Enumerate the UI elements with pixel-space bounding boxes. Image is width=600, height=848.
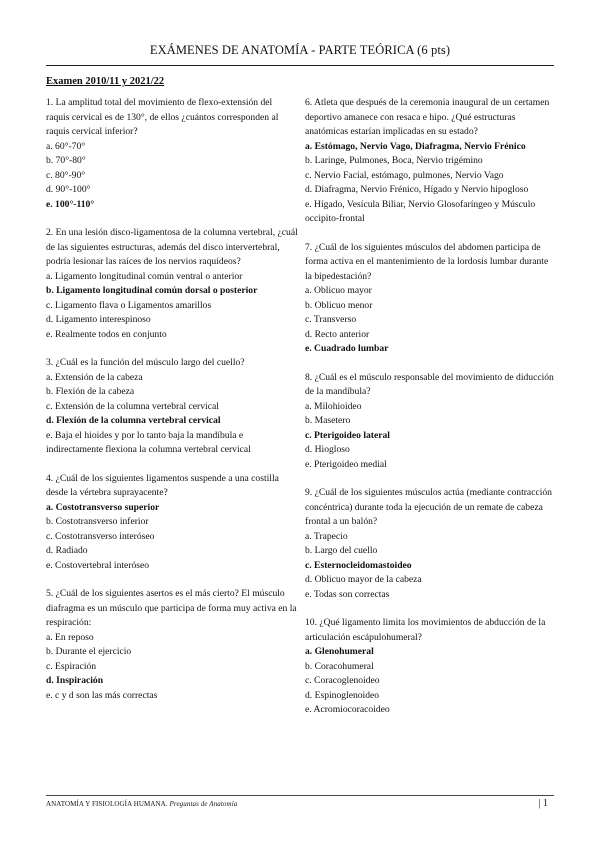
answer-option: a. Extensión de la cabeza <box>46 371 143 383</box>
answer-option: c. Extensión de la columna vertebral cervical <box>46 400 219 412</box>
answer-option: a. Oblicuo mayor <box>305 285 372 296</box>
answer-option: b. Durante el ejercicio <box>46 646 132 657</box>
answer-option-correct: a. Estómago, Nervio Vago, Diafragma, Nervio Frénico <box>305 140 526 152</box>
answer-option: a. Ligamento longitudinal común ventral o anterior <box>46 270 243 282</box>
answer-option-correct: d. Flexión de la columna vertebral cervical <box>46 415 221 426</box>
question-text: 3. ¿Cuál es la función del músculo largo del cuello? <box>46 357 245 368</box>
right-column <box>305 96 557 732</box>
question-text: 9. ¿Cuál de los siguientes músculos actúa (mediante contracción concéntrica) durante toda la ejecución de un remate de cabeza frontal a un balón? <box>305 487 552 527</box>
footer-divider <box>46 795 554 796</box>
question-block <box>46 587 298 703</box>
answer-option: d. Ligamento interespinoso <box>46 314 151 325</box>
answer-option: e. Costovertebral interóseo <box>46 559 150 571</box>
answer-option: d. Hiogloso <box>305 444 350 455</box>
answer-option: e. Todas son correctas <box>305 588 390 600</box>
answer-option: e. c y d son las más correctas <box>46 689 158 701</box>
answer-option: e. Acromiocoracoideo <box>305 704 390 715</box>
question-text: 8. ¿Cuál es el músculo responsable del movimiento de diducción de la mandíbula? <box>305 371 554 397</box>
question-block <box>46 472 298 574</box>
footer-course: ANATOMÍA Y FISIOLOGÍA HUMANA. <box>46 800 168 808</box>
answer-option-correct: a. Costotransverso superior <box>46 501 160 513</box>
answer-option-correct: a. Glenohumeral <box>305 646 374 657</box>
question-block <box>46 356 298 458</box>
answer-option: d. Diafragma, Nervio Frénico, Hígado y Nervio hipogloso <box>305 184 529 195</box>
question-text: 1. La amplitud total del movimiento de flexo-extensión del raquis cervical es de 130°, de ellos ¿cuántos corresponden al raquis cervical inferior? <box>46 97 279 137</box>
answer-option: b. Costotransverso inferior <box>46 516 149 527</box>
question-block <box>305 241 557 357</box>
answer-option: b. 70°-80° <box>46 155 86 166</box>
question-block <box>305 96 557 227</box>
answer-option: c. Coracoglenoideo <box>305 675 380 686</box>
answer-option: c. Costotransverso interóseo <box>46 530 155 542</box>
answer-option: b. Masetero <box>305 415 351 426</box>
answer-option: b. Coracohumeral <box>305 660 374 672</box>
answer-option: b. Laringe, Pulmones, Boca, Nervio trigémino <box>305 155 483 166</box>
answer-option-correct: e. Cuadrado lumbar <box>305 343 389 354</box>
answer-option: e. Pterigoideo medial <box>305 458 387 470</box>
exam-header: Examen 2010/11 y 2021/22 <box>46 76 165 87</box>
question-text: 10. ¿Qué ligamento limita los movimientos de abducción de la articulación escápulohumeral? <box>305 617 546 643</box>
answer-option: b. Flexión de la cabeza <box>46 386 135 397</box>
left-column <box>46 96 298 717</box>
answer-option-correct: c. Esternocleidomastoideo <box>305 559 412 571</box>
footer-label <box>46 800 237 808</box>
answer-option: c. Nervio Facial, estómago, pulmones, Nervio Vago <box>305 169 504 181</box>
answer-option: c. Transverso <box>305 314 357 325</box>
answer-option-correct: e. 100°-110° <box>46 198 95 210</box>
answer-option: d. Radiado <box>46 545 88 556</box>
question-text: 5. ¿Cuál de los siguientes asertos es el más cierto? El músculo diafragma es un músculo que participa de forma muy activa en la respiración: <box>46 588 297 628</box>
footer-subtitle: Preguntas de Anatomía <box>169 800 238 808</box>
answer-option: e. Realmente todos en conjunto <box>46 328 167 340</box>
answer-option: c. 80°-90° <box>46 169 86 181</box>
page-number: | 1 <box>538 798 548 809</box>
answer-option: e. Hígado, Vesícula Biliar, Nervio Glosofaríngeo y Músculo occipito-frontal <box>305 198 536 224</box>
answer-option: a. Trapecio <box>305 530 348 542</box>
answer-option: a. En reposo <box>46 631 94 643</box>
question-block <box>305 486 557 602</box>
title-divider <box>46 65 554 66</box>
question-text: 4. ¿Cuál de los siguientes ligamentos suspende a una costilla desde la vértebra suprayacente? <box>46 472 279 498</box>
answer-option: d. Oblicuo mayor de la cabeza <box>305 574 422 585</box>
question-block <box>305 371 557 473</box>
question-text: 7. ¿Cuál de los siguientes músculos del abdomen participa de forma activa en el mantenimiento de la lordosis lumbar durante la bipedestación? <box>305 241 549 282</box>
answer-option: d. Recto anterior <box>305 328 370 340</box>
answer-option: d. 90°-100° <box>46 184 91 195</box>
answer-option-correct: b. Ligamento longitudinal común dorsal o posterior <box>46 285 258 296</box>
answer-option: a. Milohioideo <box>305 400 362 412</box>
answer-option-correct: d. Inspiración <box>46 675 104 686</box>
answer-option: b. Oblicuo menor <box>305 299 373 311</box>
answer-option: d. Espinoglenoideo <box>305 689 380 701</box>
answer-option: e. Baja el hioides y por lo tanto baja la mandíbula e indirectamente flexiona la columna vertebral cervical <box>46 429 251 455</box>
question-block <box>46 96 298 212</box>
question-text: 2. En una lesión disco-ligamentosa de la columna vertebral, ¿cuál de las siguientes estructuras, además del disco intervertebral, podría lesionar las raíces de los nervios raquídeos? <box>46 227 298 267</box>
question-block <box>305 616 557 718</box>
answer-option: b. Largo del cuello <box>305 545 378 556</box>
answer-option-correct: c. Pterigoideo lateral <box>305 429 390 441</box>
page-title: EXÁMENES DE ANATOMÍA - PARTE TEÓRICA (6 pts) <box>149 43 451 57</box>
answer-option: c. Ligamento flava o Ligamentos amarillos <box>46 299 212 311</box>
question-block <box>46 226 298 342</box>
answer-option: c. Espiración <box>46 660 97 672</box>
question-text: 6. Atleta que después de la ceremonia inaugural de un certamen deportivo amanece con resaca e hipo. ¿Qué estructuras anatómicas estarían implicadas en su estado? <box>305 97 550 137</box>
answer-option: a. 60°-70° <box>46 140 86 152</box>
